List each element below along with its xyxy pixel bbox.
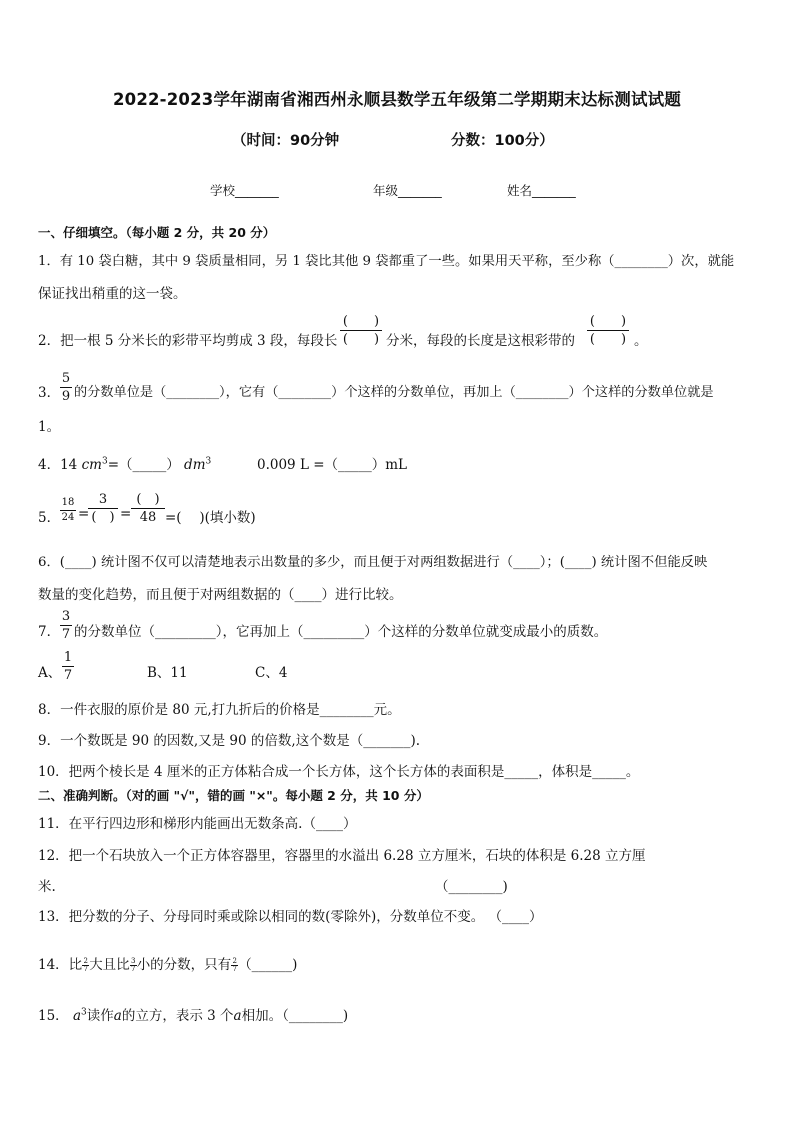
question-5-equals: =: [78, 506, 90, 522]
question-7-fraction: 3 7: [61, 609, 71, 642]
question-5-tail: =( )(填小数): [165, 510, 256, 526]
question-3-text: 的分数单位是（________），它有（________）个这样的分数单位，再加上（________）个这样的分数单位就是: [74, 385, 714, 400]
question-12-line-2: 米.: [38, 879, 56, 895]
question-5-fraction-1: 18 24: [61, 497, 75, 523]
question-5-number: 5．: [38, 510, 61, 526]
question-7-number: 7．: [38, 624, 61, 640]
question-7-text: 的分数单位（_________），它再加上（_________）个这样的分数单位就变成最小的质数。: [74, 624, 608, 640]
question-7-option-b: B、11: [147, 665, 188, 681]
question-5-fraction-3: ( ) 48: [131, 492, 165, 525]
question-13: 13．把分数的分子、分母同时乘或除以相同的数(零除外)，分数单位不变。 （____）: [38, 909, 543, 925]
name-field: 姓名_______: [507, 183, 576, 198]
question-15: 15． $a^3$读作a的立方，表示 3 个a相加。（________): [38, 1007, 349, 1024]
question-5-fraction-2: 3 ( ): [88, 492, 118, 525]
question-5-equals-2: =: [120, 506, 132, 522]
question-7-option-a-fraction: 1 7: [63, 650, 73, 683]
question-1-line-1: 1．有 10 袋白糖，其中 9 袋质量相同，另 1 袋比其他 9 袋都重了一些。如果用天平称，至少称（________）次，就能: [38, 254, 735, 269]
section-1-title: 一、仔细填空。（每小题 2 分，共 20 分）: [38, 225, 276, 240]
question-12-line-1: 12．把一个石块放入一个正方体容器里，容器里的水溢出 6.28 立方厘米，石块的体积是 6.28 立方厘: [38, 848, 646, 864]
question-1-line-2: 保证找出稍重的这一袋。: [38, 286, 187, 302]
question-3-line-2: 1。: [38, 419, 61, 435]
question-11: 11．在平行四边形和梯形内能画出无数条高.（____）: [38, 816, 357, 832]
school-field: 学校_______: [210, 183, 279, 198]
question-12-blank: （________): [435, 879, 508, 895]
question-2-part-3: 。: [634, 333, 648, 349]
question-6-line-2: 数量的变化趋势，而且便于对两组数据的（____）进行比较。: [38, 587, 403, 603]
question-3-number: 3．: [38, 385, 61, 401]
question-2-blank-fraction-2: ( ) ( ): [587, 314, 629, 347]
question-3-fraction: 5 9: [61, 371, 71, 404]
page-title: 2022-2023学年湖南省湘西州永顺县数学五年级第二学期期末达标测试试题: [112, 90, 682, 109]
section-2-title: 二、准确判断。（对的画 "√"，错的画 "×"。每小题 2 分，共 10 分）: [38, 788, 429, 803]
score-label: 分数：100分）: [451, 133, 554, 149]
question-2-blank-fraction-1: ( ) ( ): [340, 314, 382, 347]
time-label: （时间：90分钟: [232, 133, 340, 149]
grade-field: 年级_______: [373, 183, 442, 198]
question-4-part-2: 0.009 L =（_____）mL: [257, 457, 408, 473]
question-7-option-c: C、4: [255, 665, 288, 681]
question-4: 4．14 $cm^3=(\_\_\_\_\_)$ $dm^3$: [38, 456, 212, 473]
question-10: 10．把两个棱长是 4 厘米的正方体粘合成一个长方体，这个长方体的表面积是_____，体积是_____。: [38, 764, 640, 780]
question-8: 8．一件衣服的原价是 80 元,打九折后的价格是________元。: [38, 702, 401, 718]
question-2-part-1: 2．把一根 5 分米长的彩带平均剪成 3 段，每段长: [38, 333, 338, 349]
question-7-option-a: A、: [38, 665, 62, 681]
question-14: 14．比 $\frac{2}{7}$ 大且比 $\frac{3}{7}$ 小的分数，只有 $\frac{2}{7}$ （______): [38, 957, 298, 973]
question-9: 9．一个数既是 90 的因数,又是 90 的倍数,这个数是（_______).: [38, 733, 421, 749]
question-2-part-2: 分米，每段的长度是这根彩带的: [386, 333, 575, 349]
question-6-line-1: 6．(____) 统计图不仅可以清楚地表示出数量的多少，而且便于对两组数据进行（____）；(____) 统计图不但能反映: [38, 555, 708, 570]
